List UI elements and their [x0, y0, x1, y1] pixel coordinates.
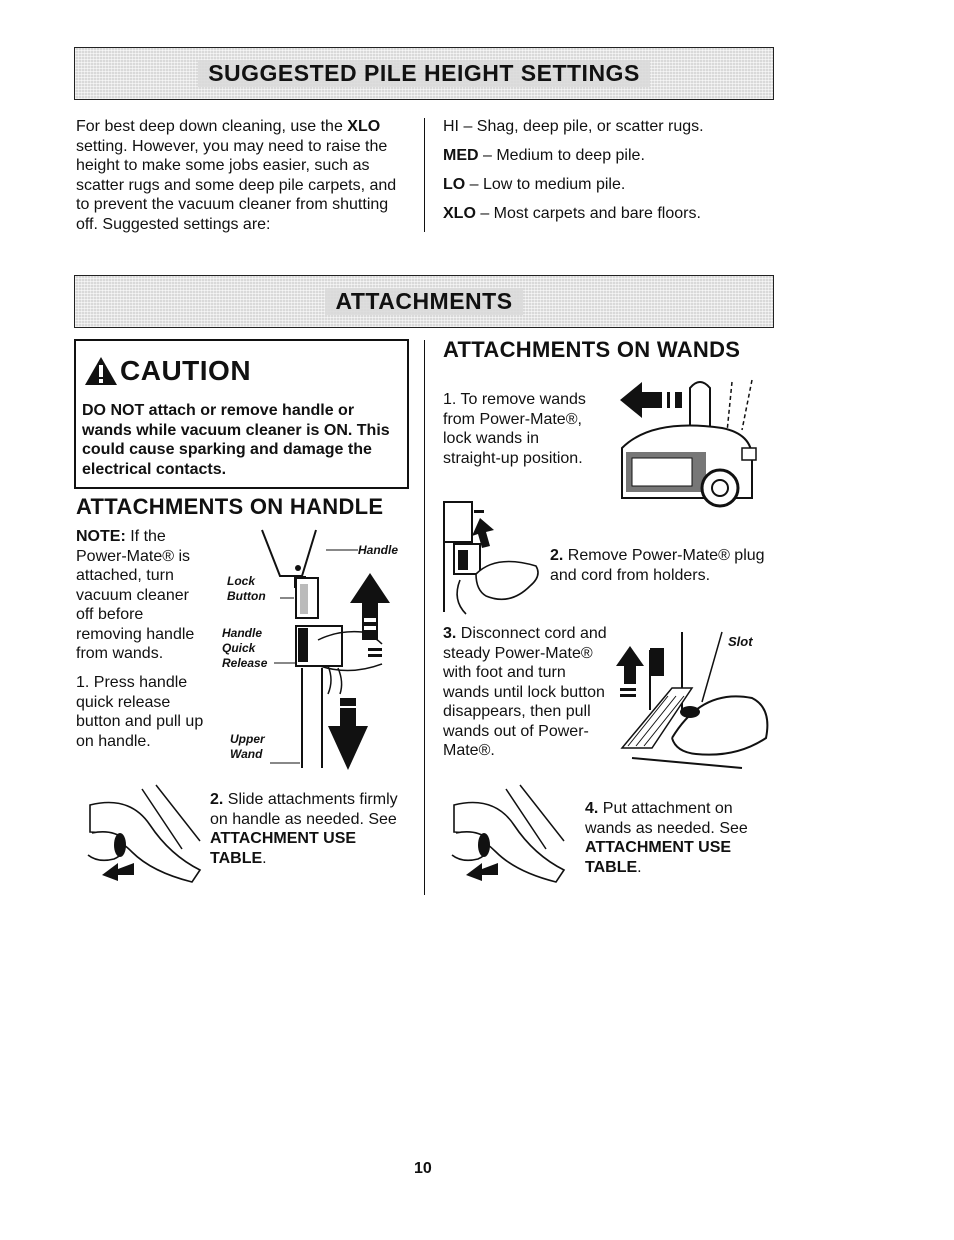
- intro-text-1: For best deep down cleaning, use the: [76, 118, 348, 135]
- attachment-slide-illustration-handle: [72, 785, 207, 885]
- setting-lo: [443, 175, 773, 194]
- warning-triangle-icon: [84, 356, 118, 386]
- setting-hi: [443, 117, 773, 136]
- step-number: 4.: [585, 800, 599, 817]
- label-upper-wand: Upper Wand: [230, 732, 265, 761]
- step-text-end: .: [262, 849, 267, 867]
- setting-code: XLO: [443, 205, 476, 222]
- setting-desc: – Medium to deep pile.: [478, 147, 645, 164]
- plug-cord-illustration: [440, 500, 545, 618]
- step-number: 2.: [550, 547, 564, 564]
- setting-code: HI: [443, 118, 459, 135]
- step-number: 1.: [76, 674, 90, 691]
- setting-code: LO: [443, 176, 466, 193]
- wands-step-3: [443, 624, 608, 761]
- setting-med: [443, 146, 773, 165]
- step-number: 1.: [443, 391, 457, 408]
- note-label: NOTE:: [76, 528, 126, 545]
- attachment-slide-illustration-wands: [436, 785, 571, 885]
- on-wands-heading: ATTACHMENTS ON WANDS: [443, 337, 741, 362]
- attachments-banner: [74, 275, 774, 328]
- pile-height-banner: [74, 47, 774, 100]
- handle-step-2: [210, 790, 405, 868]
- wands-step-4: [585, 799, 770, 877]
- step-text: Put attachment on wands as needed. See: [585, 800, 748, 837]
- disconnect-wand-illustration: [612, 628, 774, 776]
- caution-title: CAUTION: [120, 355, 252, 386]
- pile-height-title: SUGGESTED PILE HEIGHT SETTINGS: [198, 60, 650, 87]
- step-text: Disconnect cord and steady Power-Mate® with foot and turn wands until lock button disappears, then pull wands out of Power-Mate®.: [443, 625, 607, 759]
- intro-text-2: setting. However, you may need to raise the height to make some jobs easier, such as scatter rugs and some deep pile carpets, and to prevent the vacuum cleaner from shutting off. Suggested settings are:: [76, 137, 397, 233]
- setting-desc: – Low to medium pile.: [465, 176, 626, 193]
- wands-step-2: [550, 546, 770, 585]
- setting-code: MED: [443, 147, 479, 164]
- label-handle: Handle: [358, 543, 399, 557]
- attachments-title: ATTACHMENTS: [325, 288, 522, 315]
- step-text-end: .: [637, 858, 642, 876]
- wands-step-1: [443, 390, 593, 468]
- page-number: 10: [414, 1160, 432, 1177]
- label-lock-button: Lock Button: [227, 574, 266, 603]
- caution-heading: [84, 355, 251, 387]
- step-number: 2.: [210, 791, 224, 808]
- pile-height-intro: [76, 117, 411, 234]
- setting-xlo: [443, 204, 773, 223]
- note-text: If the Power-Mate® is attached, turn vacuum cleaner off before removing handle from wands.: [76, 528, 195, 662]
- power-mate-illustration: [612, 378, 772, 513]
- step-text: Remove Power-Mate® plug and cord from holders.: [550, 547, 765, 584]
- caution-box: [74, 339, 409, 489]
- label-slot: Slot: [728, 634, 753, 649]
- setting-desc: – Shag, deep pile, or scatter rugs.: [459, 118, 704, 135]
- pile-divider: [424, 118, 425, 232]
- label-handle-quick-release: Handle Quick Release: [222, 626, 268, 670]
- caution-text: DO NOT attach or remove handle or wands while vacuum cleaner is ON. This could cause sparking and damage the electrical contacts.: [82, 402, 390, 478]
- pile-settings-list: [443, 117, 773, 233]
- step-number: 3.: [443, 625, 457, 642]
- step-text: Slide attachments firmly on handle as needed. See: [210, 791, 398, 828]
- attachments-divider: [424, 340, 425, 895]
- step-ref: ATTACHMENT USE TABLE: [210, 830, 357, 867]
- step-text: Press handle quick release button and pull up on handle.: [76, 674, 204, 750]
- handle-note: [76, 527, 208, 664]
- on-handle-heading: ATTACHMENTS ON HANDLE: [76, 494, 384, 519]
- handle-step-1: [76, 673, 206, 751]
- step-text: To remove wands from Power-Mate®, lock wands in straight-up position.: [443, 391, 586, 467]
- setting-desc: – Most carpets and bare floors.: [475, 205, 701, 222]
- step-ref: ATTACHMENT USE TABLE: [585, 839, 732, 876]
- intro-xlo: XLO: [347, 118, 381, 135]
